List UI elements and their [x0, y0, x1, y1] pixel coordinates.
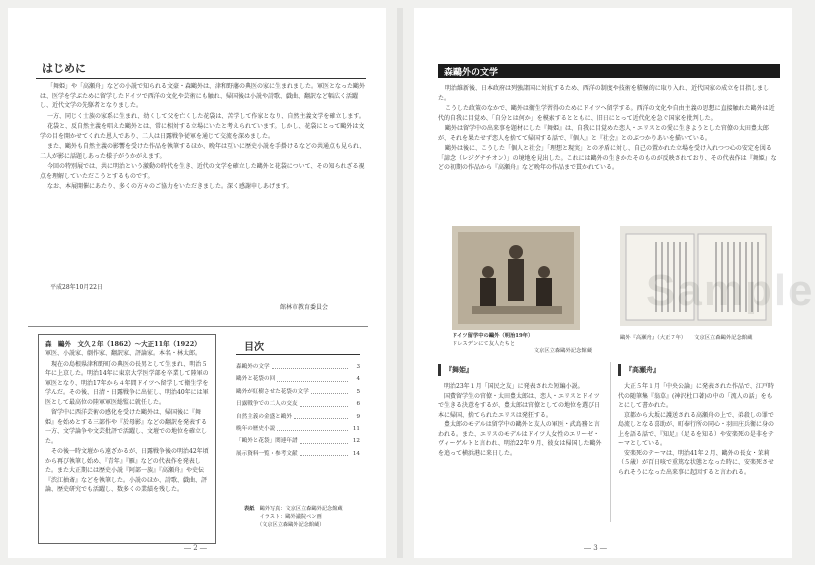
- biography-paragraph: 現在の島根県津和野町の典医の長男として生まれ、明治５年に上京した。明治14年に東京大学医学部を卒業して陸軍の軍医となり、明治17年から４年間ドイツへ留学して衛生学を学んだ。その後、日清・日露戦争に出征し、明治40年には軍医として最高位の陸軍軍医総監に就任した。: [45, 360, 209, 406]
- intro-paragraph: 一方、同じく士族の家系に生まれ、幼くして父を亡くした花袋は、苦学して作家となり、自然主義文学を確立します。: [47, 112, 365, 120]
- photo-caption-title: ドイツ留学中の鷗外（明治19年）: [452, 333, 534, 339]
- ogai-group-photo: [452, 226, 580, 330]
- left-page: [8, 8, 386, 558]
- toc-item-page: 12: [352, 438, 360, 445]
- section-paragraph: 鷗外は後に、こうした「個人と社会」「理想と現実」との矛盾に対し、自己の置かれた立場を受け入れつつ心の安定を図る「諦念（レジグナチオン）」の境地を見出した。これには鷗外の生きかたそのものが反映されており、その代表作は『舞姫』などの初期の作品から『高瀬舟』など晩年の作品まで貫かれている。: [438, 145, 777, 171]
- maihime-paragraph: 明治23年１月「国民之友」に発表された短編小説。: [444, 383, 584, 390]
- cover-credit: [244, 505, 384, 529]
- sample-watermark: Sample: [646, 266, 815, 315]
- toc-heading-text: 目次: [244, 342, 264, 353]
- toc-item-title: 日露戦争での二人の交友: [236, 401, 298, 408]
- intro-paragraph: 花袋と、反自然主義を唱えた鷗外とは、常に相対する立場にいたと考えられています。しかし、花袋にとって鷗外は文学の目を開かせてくれた恩人であり、二人は日露戦争従軍を通じて交流を深めました。: [40, 123, 365, 140]
- toc-heading: [236, 338, 360, 355]
- toc-item[interactable]: [236, 435, 360, 447]
- toc-item-page: 5: [356, 388, 360, 395]
- toc-leader: [294, 411, 348, 419]
- toc-leader: [277, 423, 348, 431]
- toc-leader: [272, 361, 348, 369]
- takasebune-heading: 『高瀬舟』: [618, 364, 660, 376]
- right-page: [414, 8, 815, 558]
- toc-leader: [277, 373, 348, 381]
- credit-text: 鷗外写真：文京区立森鷗外記念館蔵: [259, 506, 343, 512]
- section-divider: [28, 326, 368, 327]
- biography-body: [45, 349, 209, 495]
- biography-title: 森 鷗外 文久２年（1862）～大正11年（1922）: [45, 340, 201, 348]
- maihime-heading: 『舞姫』: [438, 364, 473, 376]
- toc-leader: [300, 435, 348, 443]
- toc-item-title: 晩年の歴史小説: [236, 426, 276, 433]
- toc-item[interactable]: [236, 411, 360, 423]
- photo-caption-line: ドレスデンにて友人たちと: [452, 340, 516, 347]
- intro-signature: 館林市教育委員会: [280, 304, 329, 311]
- toc-item-page: 4: [356, 376, 360, 383]
- intro-date: 平成28年10月22日: [50, 284, 103, 291]
- biography-box: [38, 334, 216, 544]
- photo-caption: [452, 333, 592, 356]
- intro-paragraph: また、鷗外も自然主義の影響を受けた作品を執筆するほか、晩年は互いに歴史小説を手掛けるなどの共通点も見られ、二人が影に話題しあった様子がうかがえます。: [40, 143, 366, 160]
- biography-paragraph: 留学中に西洋芸術の感化を受けた鷗外は、帰国後に『舞姫』を始めとする三部作や『於母影』などの翻訳を発表する一方、文学論争や文芸批評で活躍し、文壇での地位を確立した。: [45, 409, 208, 445]
- intro-heading: [36, 60, 366, 79]
- toc-item[interactable]: [236, 373, 360, 385]
- toc-item-title: 鷗外が紅樹させた花袋の文学: [236, 388, 309, 395]
- table-of-contents: [236, 338, 360, 460]
- credit-text: （文京区立森鷗外記念館蔵）: [259, 522, 325, 528]
- page-number: ― 2 ―: [184, 544, 207, 552]
- takasebune-paragraph: 京都から大坂に護送される高瀬舟の上で、弟殺しの罪で島流しとなる喜助が、町奉行所の同心・羽田庄兵衛に身の上を語る話で、『知足』（足るを知る）や安楽死の是非をテーマとしている。: [618, 411, 775, 447]
- column-divider: [610, 362, 611, 522]
- toc-leader: [300, 448, 348, 456]
- toc-item[interactable]: [236, 423, 360, 435]
- book-gutter: [397, 8, 403, 558]
- section-heading-bar: [438, 64, 780, 78]
- maihime-body: [438, 382, 604, 458]
- takasebune-paragraph: 大正５年１月「中央公論」に発表された作品で、江戸時代の随筆集『翁草』(神沢杜口著)の中の「流人の話」をもとにして書かれた。: [618, 383, 774, 409]
- toc-item-page: 6: [356, 401, 360, 408]
- toc-item[interactable]: [236, 398, 360, 410]
- toc-item-title: 自然主義の金盛と鷗外: [236, 413, 292, 420]
- takasebune-paragraph: 安楽死のテーマは、明治41年２月、鷗外の長女・茉莉（５歳）が百日咳で重篤な状態となった時に、安楽死させられそうになった出来事に起因すると言われる。: [618, 449, 775, 476]
- photo-illustration: [452, 226, 580, 330]
- toc-leader: [300, 398, 348, 406]
- toc-item[interactable]: [236, 386, 360, 398]
- intro-paragraph: 今回の特別展では、共に明治という激動の時代を生き、近代の文学を確立した鷗外と花袋について、その知られざる視点を理解していただこうとするものです。: [40, 163, 365, 180]
- page-number: ― 3 ―: [584, 544, 607, 552]
- toc-item-page: 11: [352, 426, 360, 433]
- takasebune-body: [618, 382, 778, 477]
- section-paragraph: 鷗外は留学中の出来事を題材にした『舞姫』は、自我に目覚めた恋人・エリスとの愛に生きようとした官僚の太田豊太郎が、それを果たせず恋人を捨てて帰国する話で、『個人』と『社会』とのぶつかりあいを描いている。: [438, 125, 769, 142]
- intro-paragraph: 「舞姫」や「高瀬舟」などの小説で知られる文豪・森鷗外は、津和野藩の典医の家に生まれました。軍医となった鷗外は、医学を学ぶために留学したドイツで西洋の文化や芸術にも触れ、帰国後は小説や詩歌、戯曲、翻訳など幅広く活躍し、近代文学の先駆者となりました。: [40, 83, 366, 109]
- maihime-paragraph: 国費留学生の官僚・太田豊太郎は、恋人・エリスとドイツで生きる決意をするが、豊太郎は官僚としての地位を選び日本に帰国、捨てられたエリスは発狂する。: [438, 392, 601, 419]
- toc-item-page: 14: [352, 450, 360, 457]
- intro-heading-text: はじめに: [42, 62, 86, 75]
- toc-item-page: 3: [356, 364, 360, 370]
- toc-item[interactable]: [236, 448, 360, 460]
- photo-caption-line: 文京区立森鷗外記念館蔵: [533, 348, 592, 354]
- section-paragraph: こうした政策のなかで、鷗外は衛生学習得のためにドイツへ留学する。西洋の文化や自由主義の思想に直接触れた鷗外は近代的自我に目覚め、「自分とは何か」を模索するとともに、旧日にとって近代化を急ぐ国家を批判した。: [438, 105, 775, 122]
- intro-body: [40, 82, 366, 193]
- book-caption: 鷗外『高瀬舟』（大正７年） 文京区立森鷗外記念館蔵: [620, 335, 753, 341]
- toc-item-title: 展示資料一覧・参考文献: [236, 450, 298, 457]
- toc-item-page: 9: [356, 413, 360, 420]
- biography-paragraph: その後一時文壇から遠ざかるが、日露戦争後の明治42年頃から再び執筆し始め、『青年』『雁』などの代表作を発表した。また大正期には歴史小説『阿部一族』『高瀬舟』や史伝『渋江抽斎』などを執筆した。小説のほか、詩歌、戯曲、評論、歴史研究でも活躍し、数多くの業績を残した。: [45, 448, 209, 493]
- section-paragraph: 明治維新後、日本政府は列強諸国に対抗するため、西洋の制度や技術を積極的に取り入れ、近代国家の成立を目指しました。: [438, 85, 770, 102]
- biography-paragraph: 軍医、小説家、劇作家、翻訳家、評論家。本名・林太郎。: [45, 350, 202, 357]
- toc-list: [236, 361, 360, 460]
- toc-item-title: 「鷗外と花袋」関連年譜: [236, 438, 298, 445]
- intro-paragraph: なお、本展開催にあたり、多くの方々のご協力をいただきました。深く感謝申しあげます。: [47, 183, 293, 190]
- section-heading-text: 森鷗外の文学: [444, 68, 499, 78]
- credit-text: イラスト：鷗外議院ペン画: [259, 514, 322, 520]
- toc-item-title: 鷗外と花袋の回: [236, 376, 276, 383]
- toc-item[interactable]: [236, 361, 360, 373]
- toc-item-title: 森鷗外の文学: [236, 364, 270, 370]
- section-body: [438, 84, 780, 174]
- maihime-paragraph: 豊太郎のモデルは留学中の鷗外と友人の軍医・武島務と言われる。また、エリスのモデルはドイツ人女性のエリーゼ・ヴィーゲルトと言われ、明治22年９月、彼女は帰国した鷗外を追って横浜港に来日した。: [438, 421, 602, 457]
- toc-leader: [311, 386, 348, 394]
- credit-label: 表紙: [244, 506, 255, 512]
